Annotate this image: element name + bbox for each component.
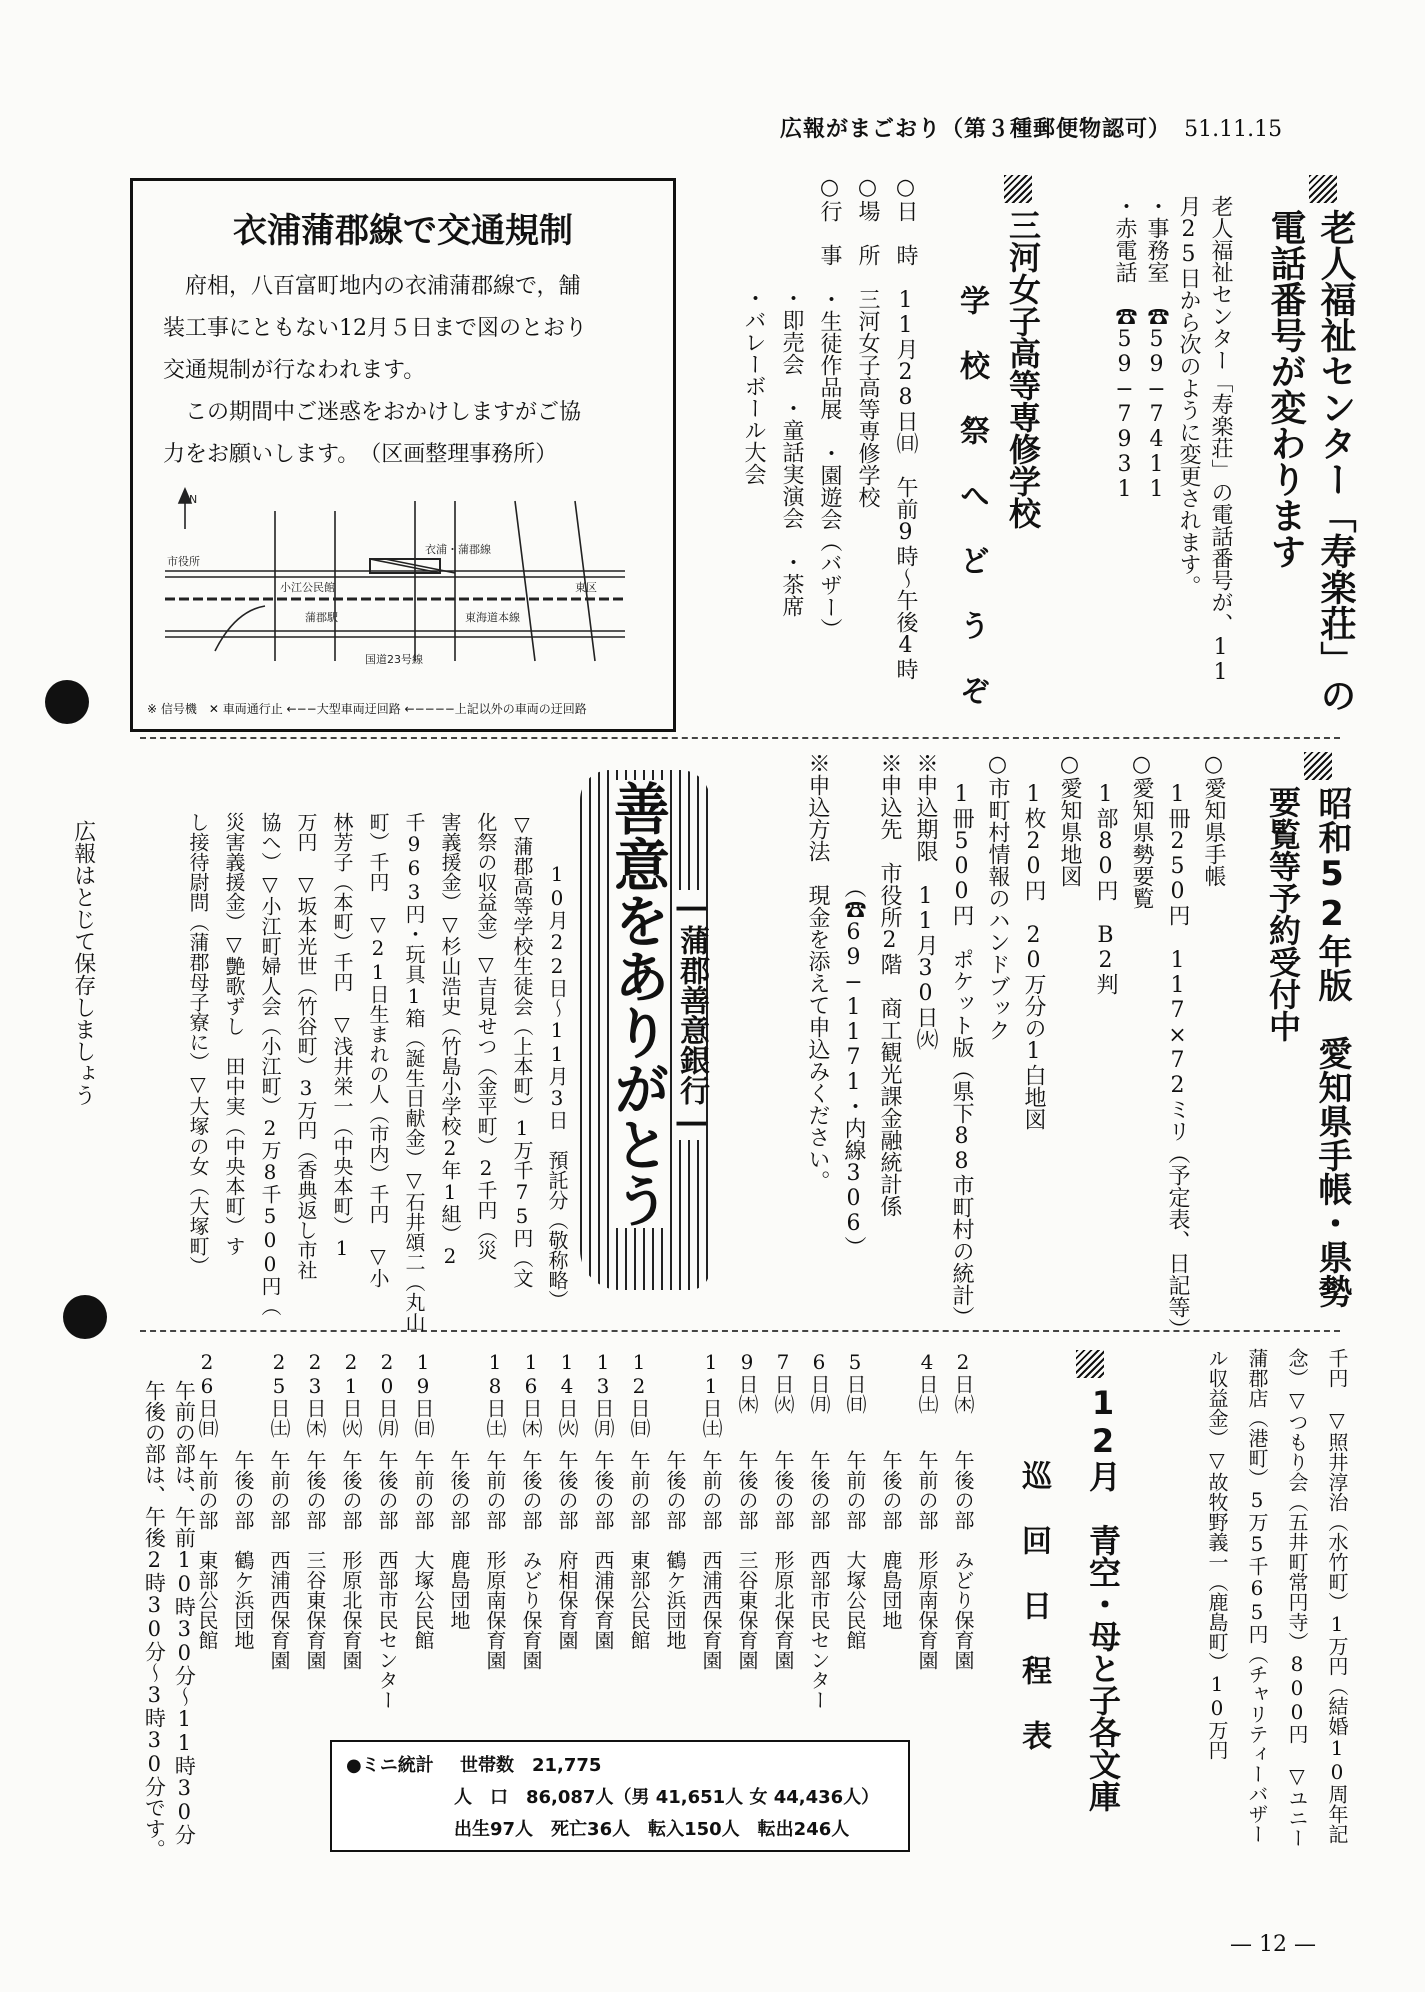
map-rail-label: 東海道本線: [465, 611, 520, 624]
traffic-body-line-5: 力をお願いします。 （区画整理事務所）: [163, 442, 558, 467]
schedule-row: [944, 1350, 980, 1730]
senior-center-red-phone: ・赤電話 ☎59−7931: [1112, 195, 1137, 502]
schedule-day: 14日㈫: [555, 1350, 579, 1438]
map-school-label: 小江公民館: [280, 581, 335, 594]
bookmobile-subtitle: 巡 回 日 程 表: [1016, 1460, 1051, 1750]
divider-lower: [140, 1330, 1340, 1332]
map-road-label: 衣浦・蒲郡線: [425, 543, 491, 556]
schedule-place: 鶴ケ浜団地: [663, 1550, 687, 1650]
schedule-slot: 午後の部: [447, 1450, 471, 1530]
schedule-day: 12日㈰: [627, 1350, 651, 1438]
schedule-day: 26日㈰: [195, 1350, 219, 1438]
schedule-day: 6日㈪: [807, 1350, 831, 1414]
schedule-place: みどり保育園: [951, 1550, 975, 1670]
bookmobile-note-1: 午前の部は、午前10時30分〜11時30分: [172, 1380, 197, 1845]
schedule-slot: 午前の部: [915, 1450, 939, 1530]
divider-upper: [140, 737, 1340, 739]
yearbook-item-3-detail: 1枚20円 20万分の1白地図: [1021, 782, 1046, 1130]
schedule-slot: 午後の部: [807, 1450, 831, 1530]
yearbook-title-2: 要覧等予約受付中: [1264, 786, 1302, 1042]
traffic-map: [155, 481, 635, 671]
senior-center-title-1: 老人福祉センター「寿楽荘」の: [1315, 209, 1356, 713]
yearbook-item-4-detail: 1冊500円 ポケット版（県下88市町村の統計）: [949, 782, 974, 1328]
binding-side-note: 広報はとじて保存しましょう: [70, 820, 96, 1106]
goodwill-cont-3: 蒲郡店（港町）5万5千65円（チャリティーバザー: [1245, 1348, 1269, 1844]
schedule-place: 形原北保育園: [339, 1550, 363, 1670]
traffic-title: 衣浦蒲郡線で交通規制: [233, 211, 573, 251]
goodwill-line-5: 町）千円 ▽21日生まれの人（市内）千円 ▽小: [366, 812, 390, 1288]
map-route-label: 国道23号線: [365, 653, 423, 666]
schedule-place: 西部市民センター: [375, 1550, 399, 1710]
schedule-slot: 午後の部: [231, 1450, 255, 1530]
schedule-day: 7日㈫: [771, 1350, 795, 1414]
schedule-row: [548, 1350, 584, 1730]
schedule-row: [296, 1350, 332, 1730]
schedule-slot: 午前の部: [843, 1450, 867, 1530]
goodwill-line-8: 協へ）▽小江町婦人会（小江町）2万8千500円（: [258, 812, 282, 1316]
schedule-day: 18日㈯: [483, 1350, 507, 1438]
traffic-body: [163, 266, 653, 476]
senior-center-body-2: 月25日から次のように変更されます。: [1176, 195, 1201, 597]
schedule-row: [224, 1350, 260, 1730]
schedule-place: 鹿島団地: [879, 1550, 903, 1630]
traffic-body-line-2: 装工事にともない12月５日まで図のとおり: [163, 316, 587, 341]
map-station-label: 蒲郡駅: [305, 611, 338, 624]
senior-center-body-1: 老人福祉センター「寿楽荘」の電話番号が、11: [1208, 195, 1233, 685]
yearbook-deadline: ※申込期限 11月30日㈫: [913, 752, 938, 1050]
school-festival-place: ○場 所 三河女子高等専修学校: [855, 175, 880, 508]
schedule-place: 形原南保育園: [915, 1550, 939, 1670]
schedule-row: [476, 1350, 512, 1730]
school-festival-title-1: 三河女子高等専修学校: [1004, 209, 1042, 529]
schedule-day: 4日㈯: [915, 1350, 939, 1414]
yearbook-item-1: ○愛知県手帳: [1201, 752, 1226, 887]
goodwill-title: 善意をありがとう: [605, 780, 671, 1228]
schedule-day: 21日㈫: [339, 1350, 363, 1438]
goodwill-line-9: 災害義援金）▽艶歌ずし 田中実（中央本町）す: [222, 812, 246, 1256]
schedule-row: [332, 1350, 368, 1730]
yearbook-apply-phone: （☎69−1171・内線306）: [841, 876, 866, 1258]
yearbook-item-4: ○市町村情報のハンドブック: [985, 752, 1010, 1041]
school-festival-events-2: ・即売会 ・童話実演会 ・茶席: [779, 287, 804, 617]
map-north-label: N: [189, 493, 198, 506]
school-festival-events: ○行 事 ・生徒作品展 ・園遊会（バザー）: [817, 175, 842, 640]
schedule-row: [908, 1350, 944, 1730]
mini-stats-label: ●ミニ統計: [346, 1755, 434, 1776]
schedule-row: [800, 1350, 836, 1730]
schedule-slot: 午後の部: [519, 1450, 543, 1530]
goodwill-line-2: 化祭の収益金）▽吉見せつ（金平町）2千円（災: [474, 812, 498, 1260]
schedule-slot: 午後の部: [555, 1450, 579, 1530]
yearbook-title-1: 昭和52年版 愛知県手帳・県勢: [1312, 786, 1352, 1308]
traffic-regulation-box: [130, 178, 676, 732]
schedule-row: [728, 1350, 764, 1730]
schedule-slot: 午後の部: [951, 1450, 975, 1530]
publication-date: 51.11.15: [1184, 117, 1283, 142]
goodwill-section: [140, 752, 720, 1332]
yearbook-apply-to: ※申込先 市役所2階 商工観光課金融統計係: [877, 752, 902, 1217]
goodwill-subtitle: ―蒲郡善意銀行―: [674, 890, 709, 1140]
schedule-row: [260, 1350, 296, 1730]
schedule-row: [836, 1350, 872, 1730]
goodwill-line-3: 害義援金）▽杉山浩史（竹島小学校2年1組）2: [438, 812, 462, 1268]
schedule-day: 19日㈰: [411, 1350, 435, 1438]
schedule-day: 16日㈭: [519, 1350, 543, 1438]
schedule-place: 形原南保育園: [483, 1550, 507, 1670]
schedule-slot: 午後の部: [663, 1450, 687, 1530]
movement-value: 出生97人 死亡36人 転入150人 転出246人: [454, 1819, 850, 1840]
schedule-day: 11日㈯: [699, 1350, 723, 1438]
schedule-place: 大塚公民館: [411, 1550, 435, 1650]
traffic-body-line-4: この期間中ご迷惑をおかけしますがご協: [185, 400, 582, 425]
schedule-row: [872, 1350, 908, 1730]
schedule-row: [656, 1350, 692, 1730]
schedule-slot: 午前の部: [627, 1450, 651, 1530]
goodwill-period: 10月22日〜11月3日 預託分（敬称略）: [545, 862, 569, 1310]
goodwill-banner: [580, 770, 710, 1290]
traffic-body-line-1: 府相，八百富町地内の衣浦蒲郡線で，舗: [185, 274, 581, 299]
school-festival-date: ○日 時 11月28日㈰ 午前9時〜午後4時: [893, 175, 918, 680]
yearbook-apply-method: ※申込方法 現金を添えて申込みください。: [805, 752, 830, 1192]
mini-stats-row-1: [346, 1750, 894, 1782]
schedule-row: [512, 1350, 548, 1730]
schedule-row: [584, 1350, 620, 1730]
section-hatch-icon: [1304, 752, 1332, 780]
page-number: — 12 —: [1230, 1932, 1316, 1957]
households-value: 世帯数 21,775: [460, 1755, 602, 1776]
goodwill-line-6: 林芳子（本町）千円 ▽浅井栄一（中央本町）1: [330, 812, 354, 1260]
school-festival-notice: [700, 175, 1040, 730]
schedule-place: 西浦西保育園: [699, 1550, 723, 1670]
schedule-place: 鹿島団地: [447, 1550, 471, 1630]
school-festival-events-3: ・バレーボール大会: [741, 287, 766, 485]
schedule-slot: 午前の部: [267, 1450, 291, 1530]
schedule-slot: 午後の部: [375, 1450, 399, 1530]
schedule-day: 2日㈭: [951, 1350, 975, 1414]
goodwill-line-4: 千963円・玩具1箱（誕生日献金）▽石井頌二（丸山: [402, 812, 426, 1332]
bookmobile-title: 12月 青空・母と子各文庫: [1084, 1384, 1122, 1812]
schedule-day: 20日㈪: [375, 1350, 399, 1438]
map-city-hall-label: 市役所: [167, 555, 200, 568]
schedule-slot: 午後の部: [339, 1450, 363, 1530]
schedule-place: 西浦西保育園: [267, 1550, 291, 1670]
schedule-slot: 午後の部: [771, 1450, 795, 1530]
goodwill-cont-4: ル収益金）▽故牧野義一（鹿島町）10万円: [1205, 1348, 1229, 1760]
goodwill-line-7: 万円 ▽坂本光世（竹谷町）3万円（香典返し市社: [294, 812, 318, 1280]
schedule-place: 西部市民センター: [807, 1550, 831, 1710]
goodwill-cont-2: 念）▽つもり会（五井町常円寺）800円 ▽ユニー: [1285, 1348, 1309, 1848]
senior-center-title-2: 電話番号が変わります: [1265, 209, 1306, 569]
schedule-slot: 午後の部: [879, 1450, 903, 1530]
schedule-place: 西浦保育園: [591, 1550, 615, 1650]
traffic-legend: ※ 信号機 ✕ 車両通行止 ←−−大型車両迂回路 ←−−−−上記以外の車両の迂回路: [147, 702, 587, 716]
senior-center-notice: [1075, 175, 1355, 730]
bookmobile-note-2: 午後の部は、午後2時30分〜3時30分です。: [142, 1380, 167, 1860]
schedule-place: みどり保育園: [519, 1550, 543, 1670]
schedule-place: 東部公民館: [195, 1550, 219, 1650]
yearbook-item-1-detail: 1冊250円 117×72ミリ（予定表、日記等）: [1165, 782, 1190, 1340]
yearbook-item-3: ○愛知県地図: [1057, 752, 1082, 887]
schedule-place: 形原北保育園: [771, 1550, 795, 1670]
schedule-place: 三谷東保育園: [303, 1550, 327, 1670]
goodwill-line-10: し接待尉問（蒲郡母子寮に）▽大塚の女（大塚町）: [186, 812, 210, 1276]
school-festival-title-2: 学 校 祭 へ ど う ぞ: [954, 285, 989, 705]
yearbook-notice: [740, 752, 1352, 1340]
binding-hole-bottom: [63, 1295, 107, 1339]
schedule-slot: 午後の部: [735, 1450, 759, 1530]
schedule-place: 府相保育園: [555, 1550, 579, 1650]
schedule-day: 25日㈯: [267, 1350, 291, 1438]
schedule-row: [440, 1350, 476, 1730]
section-hatch-icon: [1309, 175, 1337, 203]
schedule-day: 13日㈪: [591, 1350, 615, 1438]
population-value: 人 口 86,087人（男 41,651人 女 44,436人）: [454, 1787, 880, 1808]
schedule-slot: 午前の部: [195, 1450, 219, 1530]
schedule-row: [620, 1350, 656, 1730]
binding-hole-top: [45, 680, 89, 724]
schedule-row: [368, 1350, 404, 1730]
schedule-place: 三谷東保育園: [735, 1550, 759, 1670]
schedule-day: 23日㈭: [303, 1350, 327, 1438]
schedule-slot: 午後の部: [591, 1450, 615, 1530]
map-east-label: 東区: [575, 581, 597, 594]
mini-stats-box: [330, 1740, 910, 1852]
publication-name: 広報がまごおり（第３種郵便物認可）: [780, 117, 1172, 142]
schedule-place: 鶴ケ浜団地: [231, 1550, 255, 1650]
schedule-row: [764, 1350, 800, 1730]
page-header: [780, 112, 1340, 152]
schedule-row: [404, 1350, 440, 1730]
section-hatch-icon: [1004, 175, 1032, 203]
schedule-place: 大塚公民館: [843, 1550, 867, 1650]
schedule-day: 5日㈰: [843, 1350, 867, 1414]
goodwill-line-1: ▽蒲郡高等学校生徒会（上本町）1万千75円（文: [510, 812, 534, 1288]
schedule-row: [692, 1350, 728, 1730]
schedule-slot: 午前の部: [483, 1450, 507, 1530]
schedule-slot: 午前の部: [411, 1450, 435, 1530]
goodwill-continued: [1170, 1348, 1350, 1908]
yearbook-item-2: ○愛知県勢要覧: [1129, 752, 1154, 909]
senior-center-office-phone: ・事務室 ☎59−7411: [1144, 195, 1169, 502]
section-hatch-icon: [1076, 1350, 1104, 1378]
schedule-day: 9日㈭: [735, 1350, 759, 1414]
goodwill-cont-1: 千円 ▽照井淳治（水竹町）1万円（結婚10周年記: [1325, 1348, 1349, 1844]
schedule-table: [188, 1350, 980, 1730]
schedule-place: 東部公民館: [627, 1550, 651, 1650]
schedule-slot: 午前の部: [699, 1450, 723, 1530]
yearbook-item-2-detail: 1部80円 B2判: [1093, 782, 1118, 995]
traffic-body-line-3: 交通規制が行なわれます。: [163, 358, 426, 383]
schedule-slot: 午後の部: [303, 1450, 327, 1530]
